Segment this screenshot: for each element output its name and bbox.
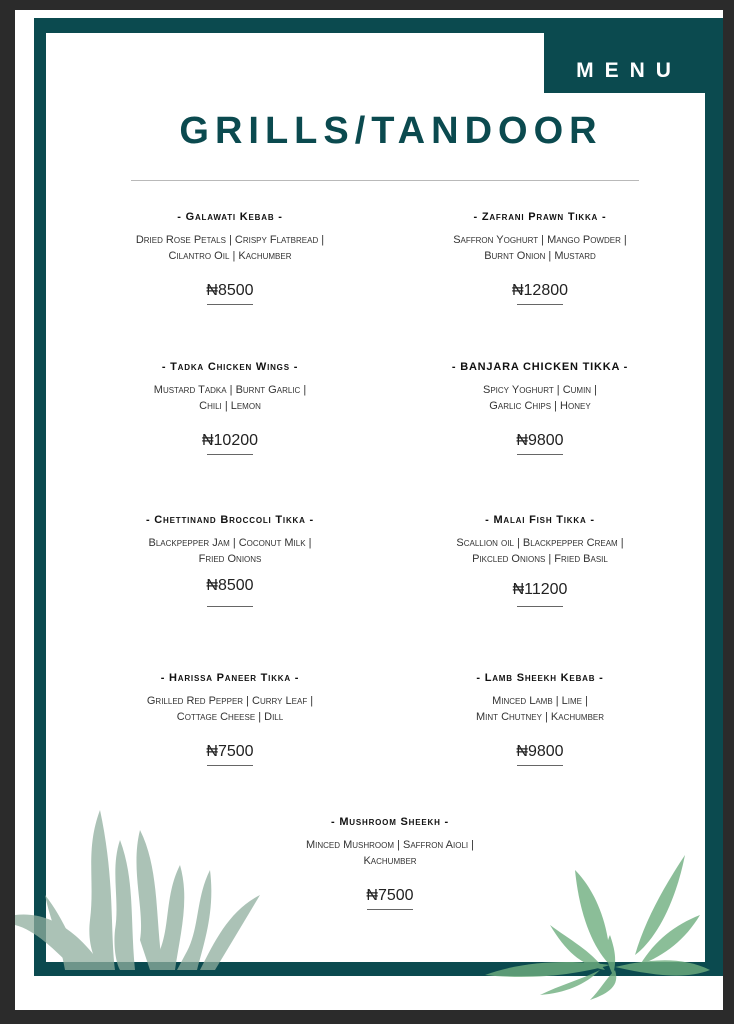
item-description [90, 232, 370, 264]
item-description-line: Blackpepper Jam | Coconut Milk | [148, 537, 312, 549]
price-underline [207, 304, 253, 305]
item-description [90, 693, 370, 725]
price-underline [517, 765, 563, 766]
item-name: - Malai Fish Tikka - [485, 514, 595, 526]
item-description-line: Minced Lamb | Lime | [492, 695, 588, 707]
item-price: ₦8500 [206, 577, 254, 594]
price-underline [207, 606, 253, 607]
item-description [400, 535, 680, 567]
menu-item [400, 671, 680, 766]
menu-badge-label: MENU [576, 59, 682, 82]
item-price: ₦9800 [516, 743, 564, 760]
agave-plant-illustration [15, 800, 275, 975]
price-underline [517, 304, 563, 305]
menu-item [400, 513, 680, 607]
page-title: GRILLS/TANDOOR [179, 110, 603, 152]
price-underline [207, 765, 253, 766]
price-underline [207, 454, 253, 455]
item-description-line: Cottage Cheese | Dill [176, 711, 284, 723]
item-description-line: Minced Mushroom | Saffron Aioli | [305, 839, 475, 851]
item-name: - Galawati Kebab - [177, 211, 283, 223]
menu-item [400, 210, 680, 305]
menu-item [250, 815, 530, 910]
item-description-line: Garlic Chips | Honey [489, 400, 591, 412]
item-price: ₦7500 [206, 743, 254, 760]
item-price: ₦12800 [511, 282, 569, 299]
item-name: - Harissa Paneer Tikka - [160, 672, 300, 684]
item-description-line: Scallion oil | Blackpepper Cream | [456, 537, 624, 549]
item-price: ₦7500 [366, 887, 414, 904]
menu-item [90, 671, 370, 766]
item-name: - Zafrani Prawn Tikka - [473, 211, 607, 223]
item-description-line: Burnt Onion | Mustard [484, 250, 596, 262]
item-description [400, 232, 680, 264]
item-price: ₦10200 [201, 432, 259, 449]
item-description [250, 837, 530, 869]
item-price: ₦11200 [512, 581, 568, 598]
item-description-line: Pikcled Onions | Fried Basil [472, 553, 608, 565]
item-name: - Tadka Chicken Wings - [161, 361, 299, 373]
item-description [400, 693, 680, 725]
item-description-line: Chili | Lemon [199, 400, 261, 412]
item-name: - BANJARA CHICKEN TIKKA - [451, 361, 629, 373]
item-price: ₦8500 [206, 282, 254, 299]
item-description-line: Mustard Tadka | Burnt Garlic | [153, 384, 307, 396]
title-divider [131, 180, 639, 181]
item-description-line: Spicy Yoghurt | Cumin | [483, 384, 597, 396]
price-underline [367, 909, 413, 910]
item-description [90, 535, 370, 567]
item-name: - Mushroom Sheekh - [331, 816, 449, 828]
menu-item [90, 360, 370, 455]
item-description-line: Mint Chutney | Kachumber [475, 711, 605, 723]
item-price: ₦9800 [516, 432, 564, 449]
item-description-line: Kachumber [363, 855, 417, 867]
item-name: - Lamb Sheekh Kebab - [476, 672, 604, 684]
price-underline [517, 606, 563, 607]
price-underline [517, 454, 563, 455]
menu-item [90, 210, 370, 305]
menu-item [90, 513, 370, 607]
item-description-line: Saffron Yoghurt | Mango Powder | [453, 234, 627, 246]
menu-item [400, 360, 680, 455]
item-description-line: Dried Rose Petals | Crispy Flatbread | [135, 234, 325, 246]
item-description-line: Cilantro Oil | Kachumber [168, 250, 292, 262]
item-description [400, 382, 680, 414]
item-description-line: Grilled Red Pepper | Curry Leaf | [146, 695, 314, 707]
item-description-line: Fried Onions [198, 553, 262, 565]
item-name: - Chettinand Broccoli Tikka - [145, 514, 315, 526]
item-description [90, 382, 370, 414]
